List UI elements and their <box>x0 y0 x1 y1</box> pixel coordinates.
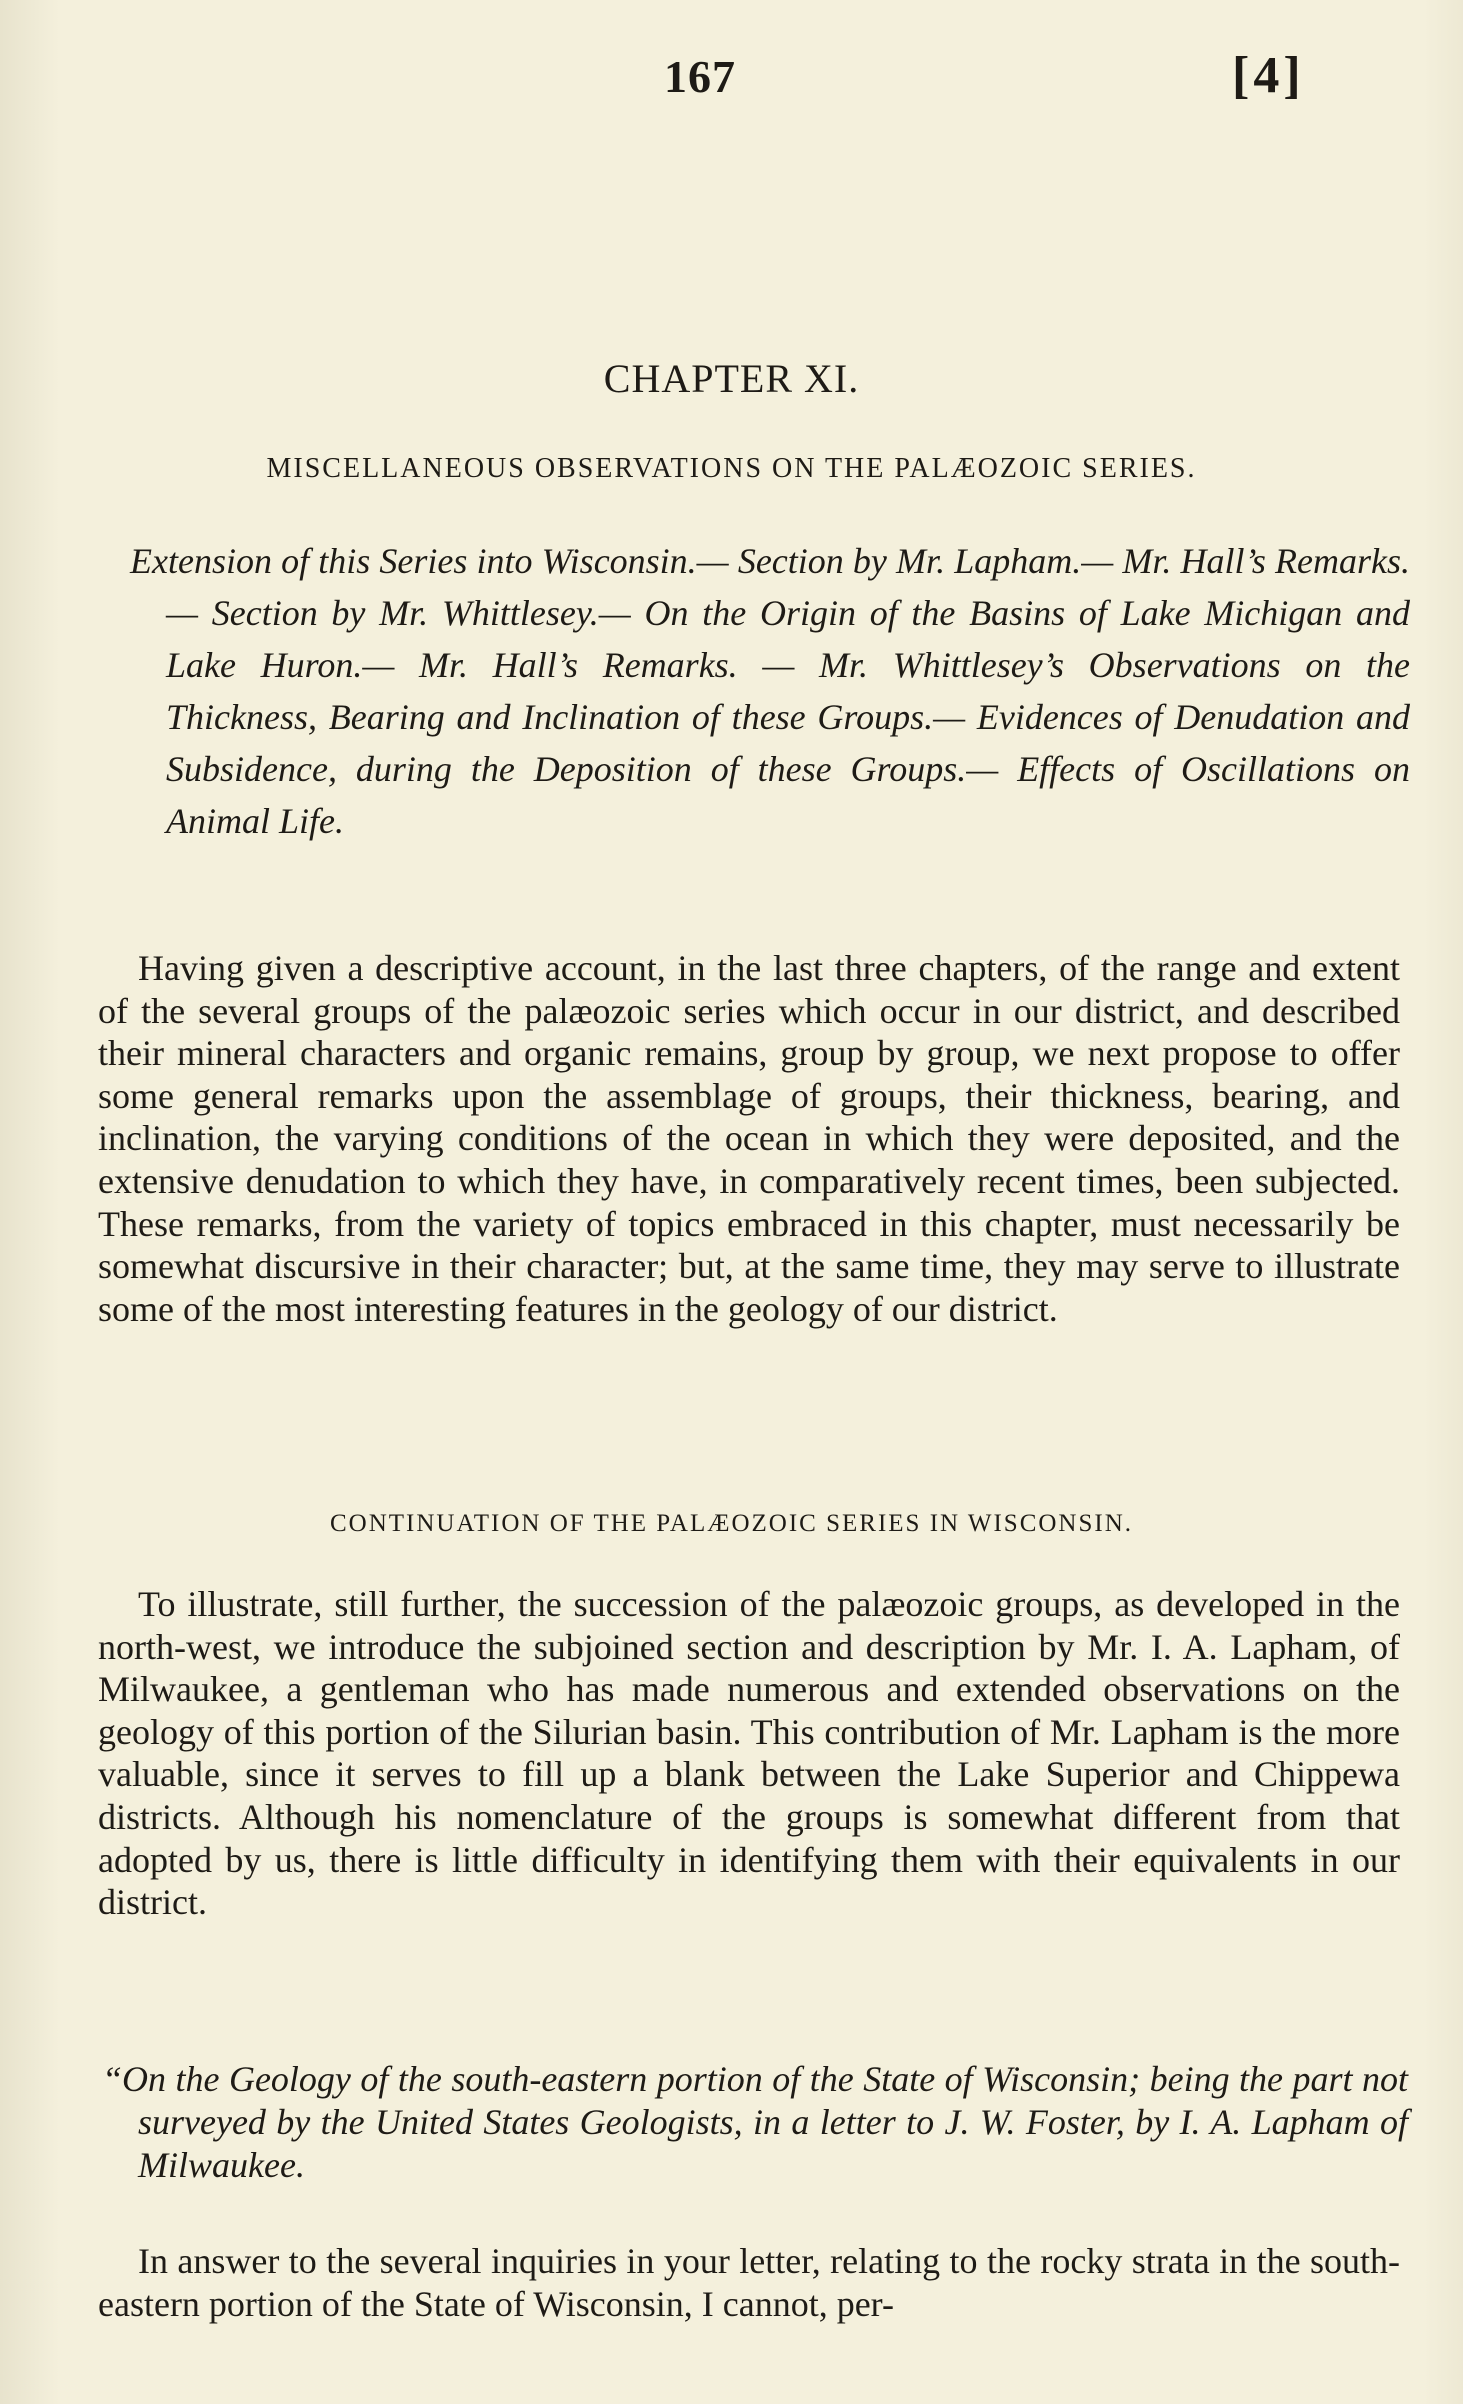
body-paragraph-2: To illustrate, still further, the succession of the palæozoic groups, as developed in the north-west, we introduce the subjoined section and description by Mr. I. A. Lapham, of Milwaukee, a gentleman who has made numerous and extended observations on the geology of this portion of the Silurian basin. This contribution of Mr. Lapham is the more valuable, since it serves to fill up a blank between the Lake Superior and Chippewa districts. Although his nomenclature of the groups is somewhat different from that adopted by us, there is little difficulty in identifying them with their equivalents in our district. <box>98 1584 1400 1923</box>
body-paragraph-3: In answer to the several inquiries in your letter, relating to the rocky strata in the south-eastern portion of the State of Wisconsin, I cannot, per- <box>98 2241 1400 2324</box>
chapter-synopsis: Extension of this Series into Wisconsin.— Section by Mr. Lapham.— Mr. Hall’s Remarks.— Section by Mr. Whittlesey.— On the Origin of the Basins of Lake Michigan and Lake Huron.— Mr. Hall’s Remarks. — Mr. Whittlesey’s Observations on the Thickness, Bearing and Inclination of these Groups.— Evidences of Denudation and Subsidence, during the Deposition of these Groups.— Effects of Oscillations on Animal Life. <box>130 541 1410 841</box>
body-paragraph-1: Having given a descriptive account, in the last three chapters, of the range and extent of the several groups of the palæozoic series which occur in our district, and described their mineral characters and organic remains, group by group, we next propose to offer some general remarks upon the assemblage of groups, their thickness, bearing, and inclination, the varying conditions of the ocean in which they were deposited, and the extensive denudation to which they have, in comparatively recent times, been subjected. These remarks, from the variety of topics embraced in this chapter, must necessarily be somewhat discursive in their character; but, at the same time, they may serve to illustrate some of the most interesting features in the geology of our district. <box>98 948 1400 1329</box>
chapter-title: CHAPTER XI. <box>603 356 860 401</box>
quoted-letter-title: “On the Geology of the south-eastern portion of the State of Wisconsin; being the part not surveyed by the United States Geologists, in a letter to J. W. Foster, by I. A. Lapham of Milwaukee. <box>102 2059 1408 2185</box>
chapter-subtitle: MISCELLANEOUS OBSERVATIONS ON THE PALÆOZOIC SERIES. <box>266 453 1197 484</box>
page-number: 167 <box>664 51 736 102</box>
sheet-signature-mark: [4] <box>1232 47 1305 104</box>
section-heading: CONTINUATION OF THE PALÆOZOIC SERIES IN WISCONSIN. <box>329 1510 1134 1537</box>
